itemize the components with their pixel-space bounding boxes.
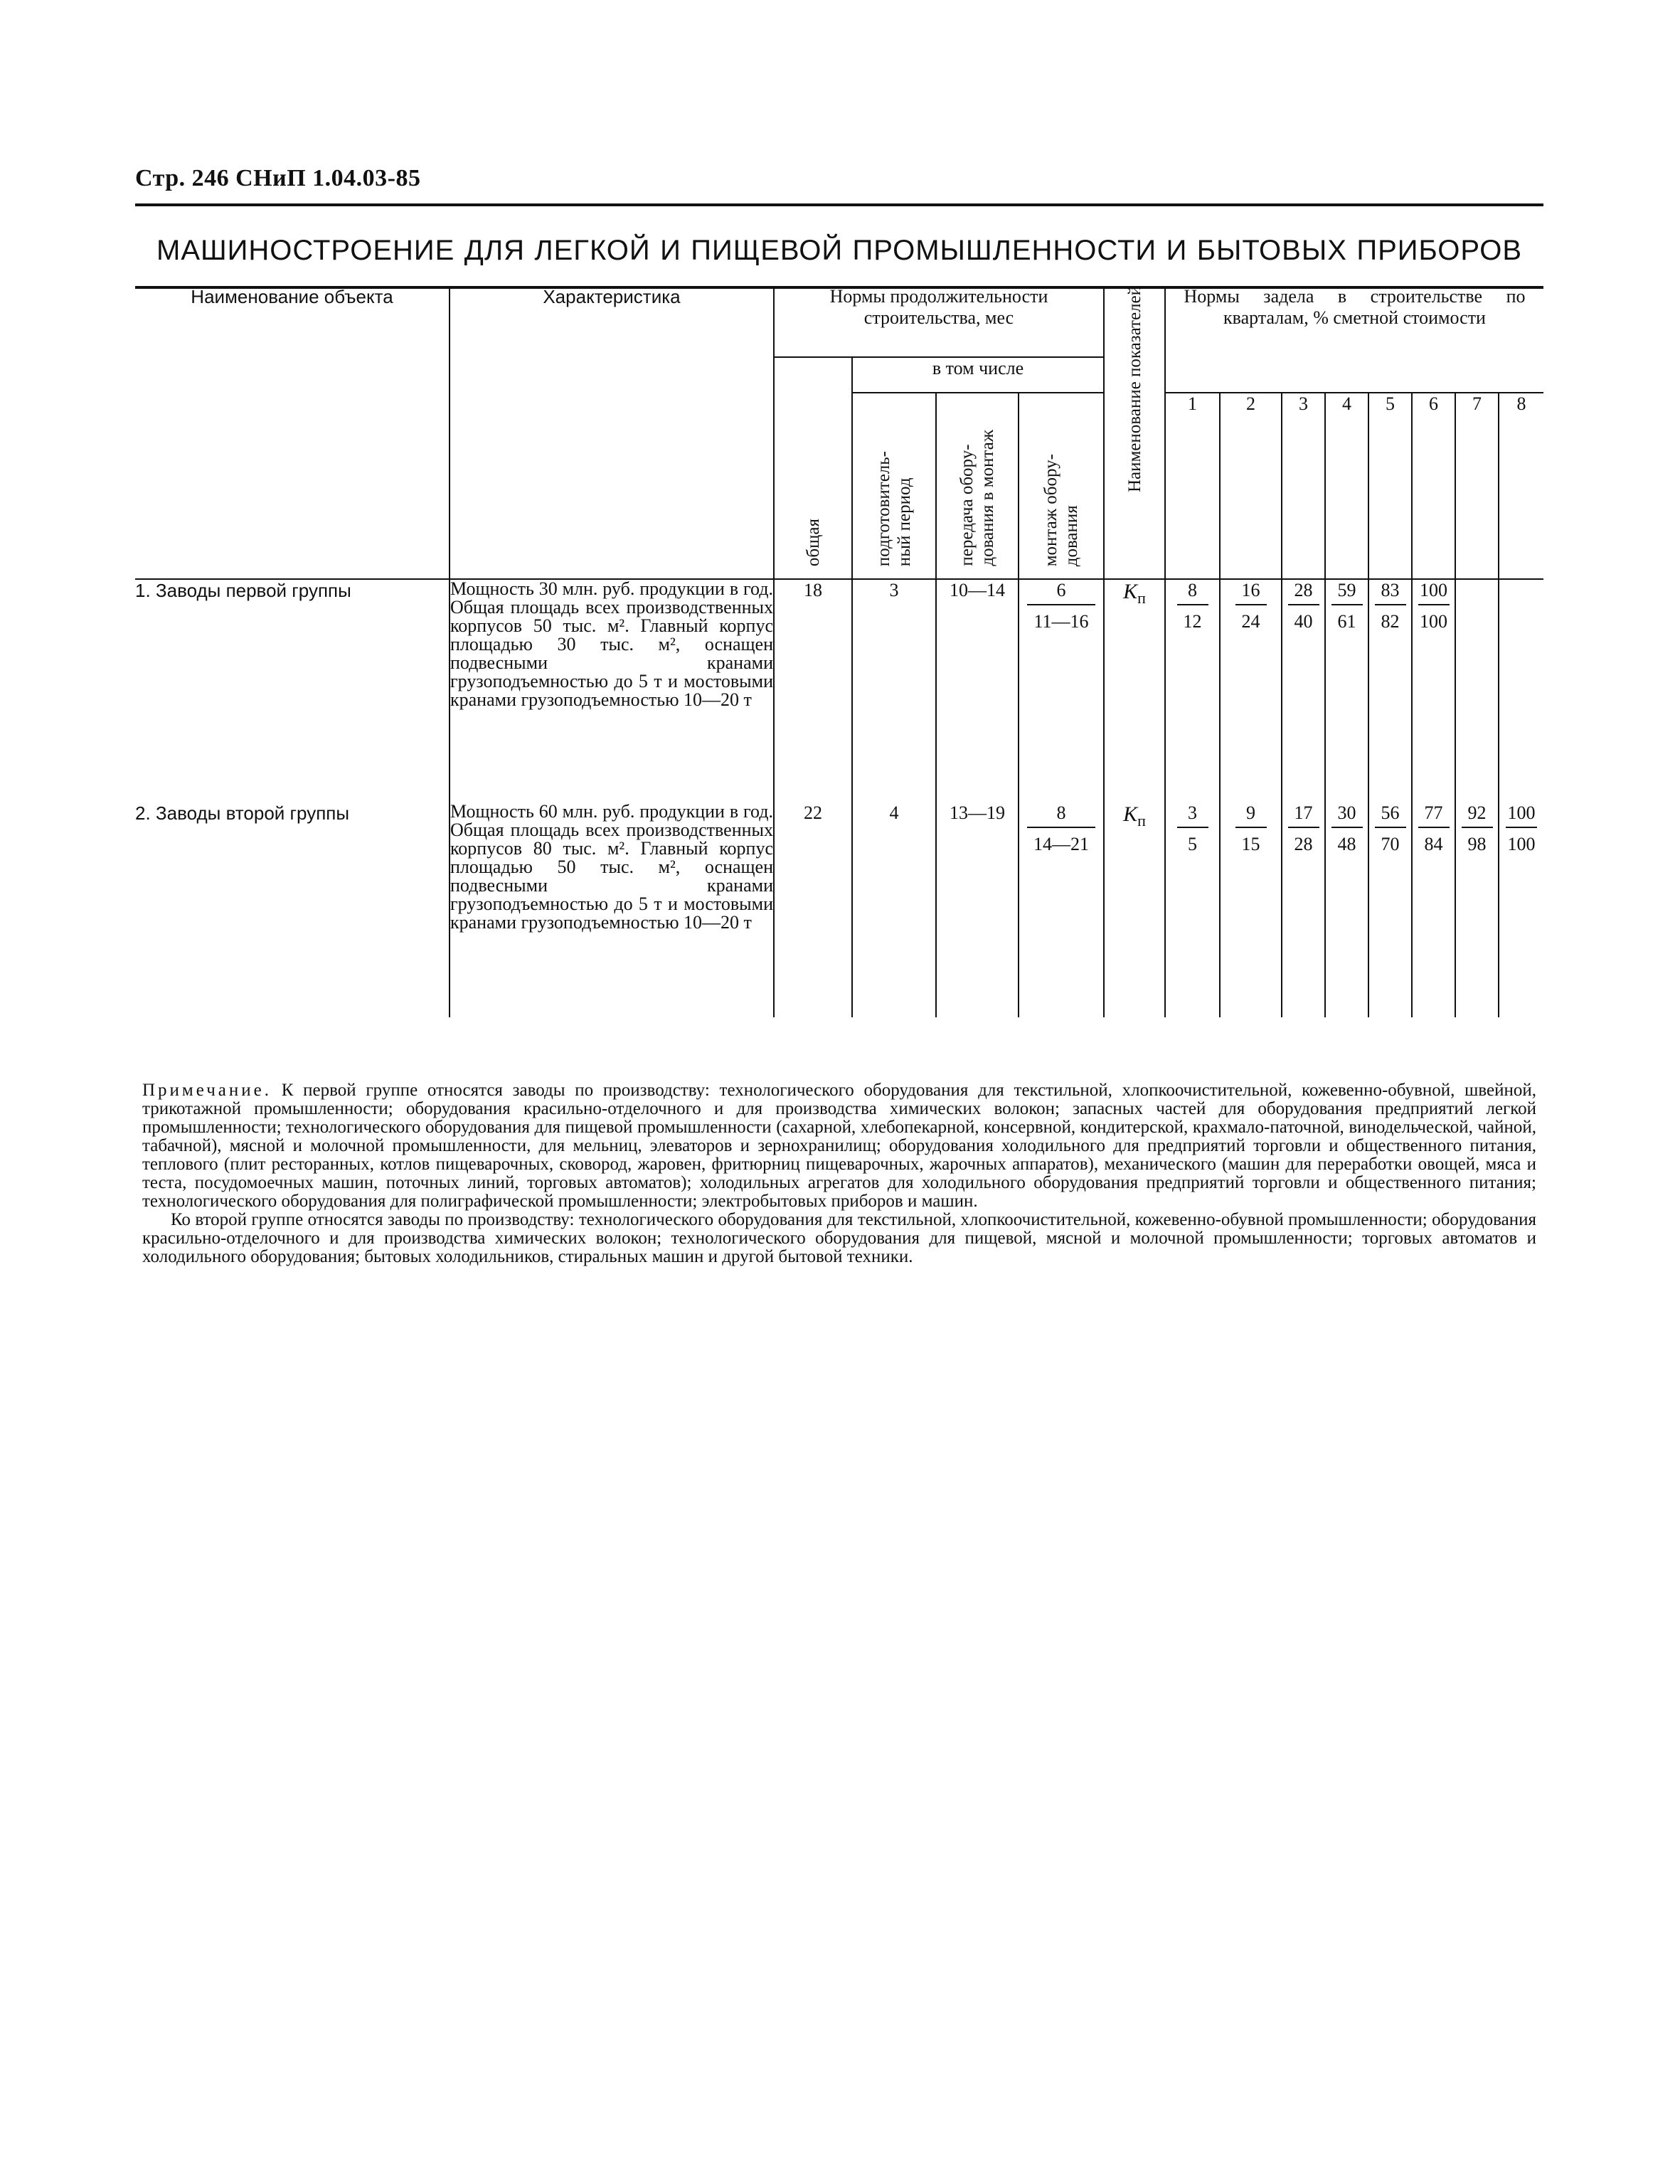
row1-q5-top: 83 (1375, 580, 1406, 605)
row1-q6 (1412, 579, 1455, 802)
header-duration-norms-text: Нормы продолжительности строительства, мес (829, 286, 1048, 328)
running-head: Стр. 246 СНиП 1.04.03-85 (135, 165, 421, 191)
header-indicator (1104, 286, 1165, 579)
norms-table (135, 286, 1543, 1017)
row2-install-bottom: 14—21 (1033, 834, 1089, 854)
row2-q6 (1412, 802, 1455, 1017)
header-backlog-norms-text: Нормы задела в строительстве по кварталам, % сметной стоимости (1184, 286, 1526, 328)
row2-q1-bottom: 5 (1188, 834, 1197, 854)
row1-q5-bottom: 82 (1381, 611, 1400, 632)
row2-q2-bottom: 15 (1241, 834, 1260, 854)
row1-q6-top: 100 (1418, 580, 1450, 605)
header-indicator-text: Наименование показателей (1125, 286, 1144, 493)
row2-prep: 4 (852, 802, 936, 1017)
row1-indicator (1104, 579, 1165, 802)
header-prep-text: подготовитель- ный период (874, 450, 914, 566)
header-quarter-2: 2 (1220, 393, 1282, 579)
row1-q4-bottom: 61 (1337, 611, 1356, 632)
row2-characteristic: Мощность 60 млн. руб. продукции в год. Общая площадь всех производственных корпусов 80 тыс. м². Главный корпус площадью 50 тыс. м², оснащен подвесными кранами грузоподъемностью до 5 т и мостовыми кранами грузоподъемностью 10—20 т (450, 802, 774, 1017)
row2-indicator-sub: п (1137, 812, 1146, 829)
row1-install (1019, 579, 1104, 802)
row2-q3 (1282, 802, 1325, 1017)
row1-q3-bottom: 40 (1294, 611, 1313, 632)
header-quarter-3: 3 (1282, 393, 1325, 579)
row2-q8-bottom: 100 (1507, 834, 1536, 854)
document-title: МАШИНОСТРОЕНИЕ ДЛЯ ЛЕГКОЙ И ПИЩЕВОЙ ПРОМЫШЛЕННОСТИ И БЫТОВЫХ ПРИБОРОВ (156, 235, 1522, 266)
header-install-text: монтаж обору- дования (1041, 453, 1081, 566)
row2-indicator (1104, 802, 1165, 1017)
row2-indicator-k: К (1123, 802, 1138, 826)
row1-prep: 3 (852, 579, 936, 802)
row2-q4 (1325, 802, 1368, 1017)
row2-q3-top: 17 (1288, 802, 1319, 828)
note-label: Примечание. (142, 1081, 272, 1100)
row2-total: 22 (774, 802, 852, 1017)
row1-q4-top: 59 (1331, 580, 1363, 605)
header-total-text: общая (803, 518, 823, 566)
row2-q6-top: 77 (1418, 802, 1450, 828)
header-quarter-4: 4 (1325, 393, 1368, 579)
row1-characteristic: Мощность 30 млн. руб. продукции в год. Общая площадь всех производственных корпусов 50 тыс. м². Главный корпус площадью 30 тыс. м², оснащен подвесными кранами грузоподъемностью до 5 т и мостовыми кранами грузоподъемностью 10—20 т (450, 579, 774, 802)
note-paragraph-1 (142, 1081, 1536, 1211)
row2-q5-bottom: 70 (1381, 834, 1400, 854)
row2-install (1019, 802, 1104, 1017)
row1-install-bottom: 11—16 (1033, 611, 1089, 632)
row1-q5 (1368, 579, 1412, 802)
row1-indicator-k: К (1123, 580, 1138, 603)
table-row (135, 802, 1543, 1017)
header-quarter-6: 6 (1412, 393, 1455, 579)
page-header (135, 165, 1543, 192)
row1-q1 (1165, 579, 1220, 802)
row1-q7 (1455, 579, 1499, 802)
header-quarter-5: 5 (1368, 393, 1412, 579)
note-block (142, 1081, 1536, 1266)
header-characteristic: Характеристика (450, 286, 774, 579)
header-rule (135, 203, 1543, 206)
row2-q7 (1455, 802, 1499, 1017)
header-transfer (936, 393, 1019, 579)
header-total (774, 357, 852, 579)
row2-q1-top: 3 (1177, 802, 1208, 828)
row1-q3 (1282, 579, 1325, 802)
row2-q4-top: 30 (1331, 802, 1363, 828)
note-text-1: К первой группе относятся заводы по производству: технологического оборудования для текстильной, хлопкоочистительной, кожевенно-обувной, швейной, трикотажной промышленности; оборудования красильно-отделочного и для производства химических волокон; запасных частей для оборудования предприятий легкой промышленности; технологического оборудования для пищевой промышленности (сахарной, хлебопекарной, консервной, кондитерской, крахмало-паточной, винодельческой, чайной, табачной), мясной и молочной промышленности, для мельниц, элеваторов и зернохранилищ; оборудования холодильного для предприятий торговли и общественного питания, теплового (плит ресторанных, котлов пищеварочных, сковород, жаровен, фритюрниц пищеварочных, жарочных аппаратов), механического (машин для переработки овощей, мяса и теста, посудомоечных машин, поточных линий, торговых автоматов); холодильных агрегатов для холодильного оборудования предприятий торговли и общественного питания; технологического оборудования для полиграфической промышленности; электробытовых приборов и машин. (142, 1081, 1537, 1211)
row2-q5 (1368, 802, 1412, 1017)
header-quarter-7: 7 (1455, 393, 1499, 579)
row2-q2-top: 9 (1235, 802, 1267, 828)
row2-q5-top: 56 (1375, 802, 1406, 828)
header-quarter-1: 1 (1165, 393, 1220, 579)
row2-q4-bottom: 48 (1337, 834, 1356, 854)
header-quarter-8: 8 (1499, 393, 1543, 579)
row1-q8 (1499, 579, 1543, 802)
row1-transfer: 10—14 (936, 579, 1019, 802)
row1-install-top: 6 (1027, 580, 1095, 605)
row2-q7-bottom: 98 (1467, 834, 1487, 854)
row2-q1 (1165, 802, 1220, 1017)
row1-q2-bottom: 24 (1241, 611, 1260, 632)
row1-q3-top: 28 (1288, 580, 1319, 605)
row2-q2 (1220, 802, 1282, 1017)
row2-q8 (1499, 802, 1543, 1017)
header-object-name: Наименование объекта (135, 286, 450, 579)
row1-q2-top: 16 (1235, 580, 1267, 605)
row2-q7-top: 92 (1462, 802, 1493, 828)
header-install (1019, 393, 1104, 579)
row1-q1-top: 8 (1177, 580, 1208, 605)
header-duration-norms (774, 286, 1104, 357)
header-transfer-text: передача обору- дования в монтаж (957, 430, 997, 566)
row2-name: 2. Заводы второй группы (135, 802, 350, 824)
row1-q4 (1325, 579, 1368, 802)
header-backlog-norms (1165, 286, 1543, 393)
row2-q6-bottom: 84 (1424, 834, 1443, 854)
row2-q8-top: 100 (1506, 802, 1537, 828)
row1-indicator-sub: п (1137, 589, 1146, 607)
table-row (135, 579, 1543, 802)
row2-install-top: 8 (1027, 802, 1095, 828)
header-including: в том числе (852, 357, 1104, 393)
row1-q6-bottom: 100 (1420, 611, 1447, 632)
row1-name: 1. Заводы первой группы (135, 580, 351, 601)
note-paragraph-2: Ко второй группе относятся заводы по производству: технологического оборудования для текстильной, хлопкоочистительной, кожевенно-обувной промышленности; оборудования красильно-отделочного и для производства химических волокон; технологического оборудования для пищевой, мясной и молочной промышленности; торговых автоматов и холодильного оборудования; бытовых холодильников, стиральных машин и другой бытовой техники. (142, 1210, 1536, 1266)
row1-q1-bottom: 12 (1183, 611, 1202, 632)
row2-transfer: 13—19 (936, 802, 1019, 1017)
row2-q3-bottom: 28 (1294, 834, 1313, 854)
row1-total: 18 (774, 579, 852, 802)
header-prep (852, 393, 936, 579)
row1-q2 (1220, 579, 1282, 802)
